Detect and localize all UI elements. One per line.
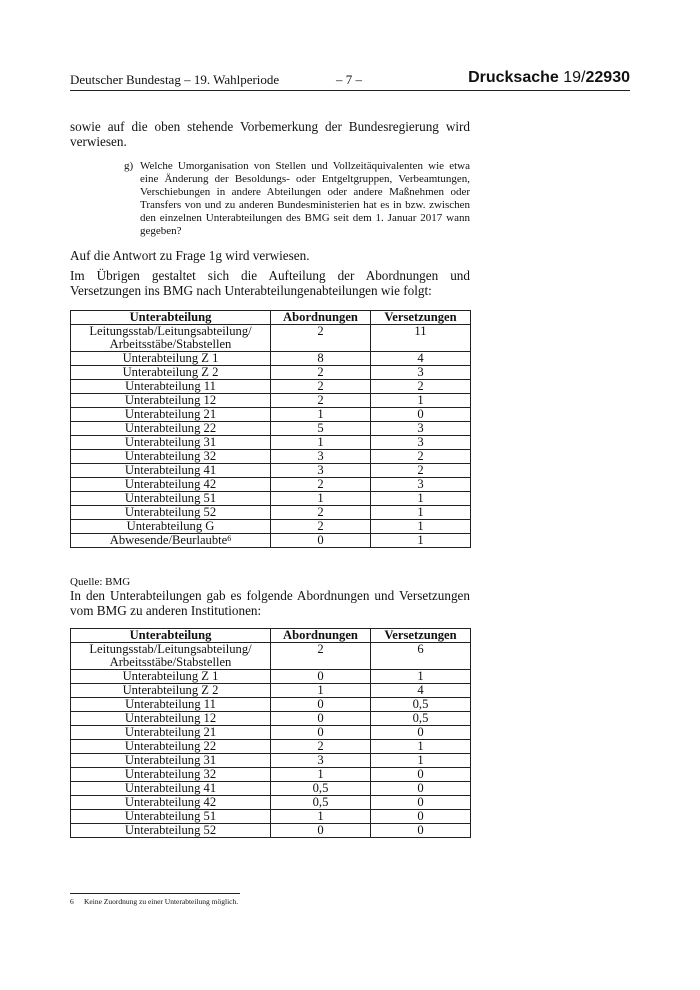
cell-abordnungen-text: 2	[317, 365, 324, 379]
cell-abordnungen	[271, 726, 371, 740]
cell-unterabteilung	[71, 450, 271, 464]
cell-unterabteilung	[71, 506, 271, 520]
cell-unterabteilung	[71, 726, 271, 740]
table-row	[71, 506, 471, 520]
table-abordnungen-ins-bmg	[70, 310, 471, 548]
cell-abordnungen	[271, 810, 371, 824]
cell-abordnungen	[271, 450, 371, 464]
table-abordnungen-vom-bmg	[70, 628, 471, 838]
intro-paragraph: sowie auf die oben stehende Vorbemerkung der Bundesregierung wird verwiesen.	[70, 119, 470, 149]
cell-abordnungen-text: 3	[317, 449, 324, 463]
cell-versetzungen	[371, 394, 471, 408]
header-versetzungen: Versetzungen	[371, 311, 471, 325]
doc-period: 19/	[563, 69, 586, 86]
table-row	[71, 366, 471, 380]
table-row	[71, 643, 471, 670]
cell-unterabteilung	[71, 422, 271, 436]
cell-unterabteilung-text: Unterabteilung 42	[124, 477, 217, 491]
cell-versetzungen	[371, 796, 471, 810]
cell-unterabteilung-text: Unterabteilung 12	[124, 393, 217, 407]
cell-unterabteilung	[71, 394, 271, 408]
table-row	[71, 754, 471, 768]
table-header-row	[71, 629, 471, 643]
cell-unterabteilung-text: Leitungsstab/Leitungsabteilung/ Arbeitsstäbe/Stabstellen	[89, 324, 252, 351]
footnote-reference: 6	[227, 534, 232, 543]
cell-abordnungen-text: 2	[317, 505, 324, 519]
answer-paragraph-2: Im Übrigen gestaltet sich die Aufteilung der Abordnungen und Versetzungen ins BMG nach Unterabteilungenabteilungen wie folgt:	[70, 268, 470, 298]
cell-versetzungen-text: 0,5	[412, 711, 429, 725]
header-versetzungen: Versetzungen	[371, 629, 471, 643]
cell-abordnungen-text: 8	[317, 351, 324, 365]
cell-unterabteilung-text: Unterabteilung 41	[124, 781, 217, 795]
table-row	[71, 520, 471, 534]
cell-versetzungen-text: 2	[417, 379, 424, 393]
cell-versetzungen	[371, 643, 471, 670]
question-label: g)	[124, 160, 134, 172]
cell-unterabteilung	[71, 670, 271, 684]
header-abordnungen: Abordnungen	[271, 311, 371, 325]
cell-versetzungen-text: 4	[417, 683, 424, 697]
cell-abordnungen	[271, 824, 371, 838]
cell-unterabteilung-text: Unterabteilung 51	[124, 491, 217, 505]
cell-versetzungen	[371, 754, 471, 768]
cell-versetzungen	[371, 810, 471, 824]
cell-unterabteilung-text: Unterabteilung 32	[124, 449, 217, 463]
cell-unterabteilung	[71, 492, 271, 506]
cell-abordnungen-text: 2	[317, 379, 324, 393]
cell-versetzungen-text: 6	[417, 642, 424, 656]
cell-unterabteilung	[71, 796, 271, 810]
cell-abordnungen	[271, 643, 371, 670]
cell-versetzungen-text: 4	[417, 351, 424, 365]
cell-versetzungen	[371, 478, 471, 492]
cell-versetzungen-text: 3	[417, 435, 424, 449]
cell-versetzungen	[371, 492, 471, 506]
cell-versetzungen	[371, 380, 471, 394]
table-row	[71, 684, 471, 698]
cell-versetzungen	[371, 712, 471, 726]
cell-abordnungen-text: 0	[317, 669, 324, 683]
cell-unterabteilung-text: Unterabteilung 31	[124, 435, 217, 449]
cell-unterabteilung-text: Unterabteilung 12	[124, 711, 217, 725]
header-unterabteilung: Unterabteilung	[71, 311, 271, 325]
table-row	[71, 492, 471, 506]
cell-abordnungen	[271, 796, 371, 810]
cell-unterabteilung-text: Unterabteilung 11	[125, 697, 216, 711]
cell-versetzungen	[371, 740, 471, 754]
cell-versetzungen	[371, 506, 471, 520]
cell-versetzungen-text: 0	[417, 767, 424, 781]
cell-abordnungen	[271, 698, 371, 712]
cell-abordnungen-text: 2	[317, 477, 324, 491]
cell-versetzungen-text: 1	[417, 505, 424, 519]
cell-abordnungen-text: 0	[317, 711, 324, 725]
cell-unterabteilung	[71, 810, 271, 824]
cell-versetzungen-text: 3	[417, 477, 424, 491]
cell-unterabteilung-text: Unterabteilung 21	[124, 725, 217, 739]
cell-abordnungen-text: 2	[317, 393, 324, 407]
cell-abordnungen	[271, 670, 371, 684]
cell-unterabteilung	[71, 684, 271, 698]
cell-unterabteilung	[71, 325, 271, 352]
cell-versetzungen	[371, 408, 471, 422]
table-row	[71, 534, 471, 548]
cell-abordnungen-text: 1	[317, 407, 324, 421]
cell-unterabteilung	[71, 408, 271, 422]
cell-unterabteilung	[71, 534, 271, 548]
cell-versetzungen	[371, 520, 471, 534]
cell-unterabteilung-text: Unterabteilung 52	[124, 823, 217, 837]
header-unterabteilung: Unterabteilung	[71, 629, 271, 643]
table-row	[71, 464, 471, 478]
cell-abordnungen-text: 1	[317, 683, 324, 697]
table-row	[71, 768, 471, 782]
header-publication: Deutscher Bundestag – 19. Wahlperiode	[70, 72, 280, 87]
table-row	[71, 394, 471, 408]
cell-versetzungen	[371, 366, 471, 380]
cell-versetzungen-text: 1	[417, 533, 424, 547]
cell-abordnungen-text: 2	[317, 642, 324, 656]
cell-unterabteilung-text: Abwesende/Beurlaubte	[109, 533, 228, 547]
table-row	[71, 436, 471, 450]
cell-abordnungen	[271, 325, 371, 352]
cell-abordnungen-text: 0	[317, 725, 324, 739]
table-row	[71, 824, 471, 838]
header-document-number	[468, 69, 630, 87]
table-row	[71, 712, 471, 726]
cell-versetzungen-text: 0,5	[412, 697, 429, 711]
table-header-row	[71, 311, 471, 325]
cell-versetzungen-text: 0	[417, 725, 424, 739]
table-row	[71, 380, 471, 394]
cell-unterabteilung-text: Unterabteilung 32	[124, 767, 217, 781]
cell-versetzungen-text: 3	[417, 365, 424, 379]
table-row	[71, 670, 471, 684]
cell-versetzungen	[371, 684, 471, 698]
cell-abordnungen	[271, 492, 371, 506]
cell-abordnungen	[271, 366, 371, 380]
cell-unterabteilung	[71, 643, 271, 670]
cell-abordnungen-text: 2	[317, 324, 324, 338]
cell-abordnungen-text: 1	[317, 767, 324, 781]
cell-abordnungen	[271, 436, 371, 450]
cell-versetzungen-text: 3	[417, 421, 424, 435]
cell-abordnungen-text: 0	[317, 697, 324, 711]
table-row	[71, 325, 471, 352]
cell-abordnungen-text: 1	[317, 809, 324, 823]
cell-unterabteilung-text: Unterabteilung Z 1	[122, 669, 219, 683]
cell-versetzungen	[371, 726, 471, 740]
cell-versetzungen-text: 2	[417, 449, 424, 463]
cell-abordnungen-text: 0	[317, 823, 324, 837]
table-row	[71, 422, 471, 436]
cell-abordnungen	[271, 394, 371, 408]
header-page-number: – 7 –	[336, 72, 362, 87]
cell-unterabteilung	[71, 740, 271, 754]
table-row	[71, 698, 471, 712]
cell-unterabteilung-text: Leitungsstab/Leitungsabteilung/ Arbeitsstäbe/Stabstellen	[89, 642, 252, 669]
cell-abordnungen	[271, 352, 371, 366]
table-row	[71, 478, 471, 492]
cell-abordnungen	[271, 712, 371, 726]
cell-abordnungen-text: 0	[317, 533, 324, 547]
cell-abordnungen	[271, 408, 371, 422]
cell-versetzungen-text: 1	[417, 519, 424, 533]
cell-unterabteilung	[71, 436, 271, 450]
cell-abordnungen-text: 0,5	[312, 781, 329, 795]
cell-versetzungen	[371, 436, 471, 450]
cell-abordnungen	[271, 478, 371, 492]
doc-prefix: Drucksache	[468, 69, 564, 86]
cell-unterabteilung	[71, 478, 271, 492]
cell-versetzungen-text: 0	[417, 809, 424, 823]
table-row	[71, 796, 471, 810]
cell-abordnungen	[271, 782, 371, 796]
header-abordnungen: Abordnungen	[271, 629, 371, 643]
question-text: Welche Umorganisation von Stellen und Vollzeitäquivalenten wie etwa eine Änderung der Besoldungs- oder Entgeltgruppen, Verbeamtungen, Verschiebungen in andere Abteilungen oder andere Maßnehmen oder Transfers von und zu anderen Bundesministerien hat es in bzw. zwischen den einzelnen Unterabteilungen des BMG seit dem 1. Januar 2017 wann gegeben?	[140, 160, 470, 237]
cell-unterabteilung-text: Unterabteilung 51	[124, 809, 217, 823]
cell-versetzungen	[371, 782, 471, 796]
footnote	[70, 897, 238, 906]
cell-versetzungen	[371, 422, 471, 436]
doc-number: 22930	[585, 69, 630, 86]
footnote-text: Keine Zuordnung zu einer Unterabteilung möglich.	[84, 897, 239, 906]
cell-unterabteilung-text: Unterabteilung Z 2	[122, 683, 219, 697]
cell-abordnungen-text: 2	[317, 739, 324, 753]
cell-unterabteilung-text: Unterabteilung 11	[125, 379, 216, 393]
answer-paragraph-3: In den Unterabteilungen gab es folgende Abordnungen und Versetzungen vom BMG zu anderen Institutionen:	[70, 588, 470, 618]
question-block	[124, 160, 470, 238]
header-rule	[70, 90, 630, 91]
cell-abordnungen	[271, 506, 371, 520]
cell-versetzungen	[371, 450, 471, 464]
cell-abordnungen-text: 5	[317, 421, 324, 435]
cell-versetzungen	[371, 768, 471, 782]
cell-unterabteilung-text: Unterabteilung Z 1	[122, 351, 219, 365]
cell-unterabteilung-text: Unterabteilung 42	[124, 795, 217, 809]
cell-unterabteilung	[71, 712, 271, 726]
cell-unterabteilung	[71, 698, 271, 712]
cell-abordnungen-text: 2	[317, 519, 324, 533]
cell-versetzungen	[371, 352, 471, 366]
table-row	[71, 352, 471, 366]
cell-unterabteilung	[71, 366, 271, 380]
cell-abordnungen	[271, 534, 371, 548]
cell-versetzungen	[371, 464, 471, 478]
cell-abordnungen	[271, 754, 371, 768]
cell-versetzungen-text: 0	[417, 823, 424, 837]
cell-unterabteilung-text: Unterabteilung Z 2	[122, 365, 219, 379]
source-note: Quelle: BMG	[70, 576, 131, 588]
cell-unterabteilung	[71, 380, 271, 394]
cell-versetzungen-text: 0	[417, 795, 424, 809]
cell-abordnungen	[271, 422, 371, 436]
cell-versetzungen-text: 1	[417, 739, 424, 753]
cell-unterabteilung-text: Unterabteilung 22	[124, 739, 217, 753]
cell-abordnungen-text: 3	[317, 753, 324, 767]
cell-abordnungen	[271, 768, 371, 782]
cell-versetzungen	[371, 670, 471, 684]
table-row	[71, 408, 471, 422]
cell-abordnungen	[271, 380, 371, 394]
cell-unterabteilung-text: Unterabteilung 31	[124, 753, 217, 767]
cell-versetzungen-text: 1	[417, 393, 424, 407]
table-row	[71, 450, 471, 464]
cell-unterabteilung-text: Unterabteilung 52	[124, 505, 217, 519]
cell-unterabteilung-text: Unterabteilung 21	[124, 407, 217, 421]
cell-unterabteilung	[71, 754, 271, 768]
cell-versetzungen-text: 2	[417, 463, 424, 477]
cell-abordnungen	[271, 520, 371, 534]
cell-unterabteilung	[71, 824, 271, 838]
table-row	[71, 810, 471, 824]
cell-unterabteilung	[71, 782, 271, 796]
cell-versetzungen-text: 0	[417, 781, 424, 795]
cell-versetzungen-text: 11	[414, 324, 427, 338]
cell-versetzungen-text: 1	[417, 491, 424, 505]
cell-abordnungen-text: 3	[317, 463, 324, 477]
cell-versetzungen	[371, 534, 471, 548]
cell-unterabteilung-text: Unterabteilung 22	[124, 421, 217, 435]
cell-unterabteilung	[71, 768, 271, 782]
footnote-rule	[70, 893, 240, 894]
cell-versetzungen-text: 1	[417, 753, 424, 767]
cell-versetzungen	[371, 824, 471, 838]
cell-unterabteilung	[71, 520, 271, 534]
cell-unterabteilung-text: Unterabteilung 41	[124, 463, 217, 477]
cell-unterabteilung-text: Unterabteilung G	[126, 519, 215, 533]
footnote-mark: 6	[70, 897, 74, 906]
answer-paragraph-1: Auf die Antwort zu Frage 1g wird verwiesen.	[70, 248, 310, 263]
cell-abordnungen	[271, 464, 371, 478]
cell-abordnungen-text: 1	[317, 491, 324, 505]
table-row	[71, 782, 471, 796]
cell-abordnungen-text: 0,5	[312, 795, 329, 809]
cell-abordnungen	[271, 684, 371, 698]
cell-versetzungen	[371, 698, 471, 712]
cell-abordnungen-text: 1	[317, 435, 324, 449]
cell-unterabteilung	[71, 464, 271, 478]
cell-versetzungen-text: 0	[417, 407, 424, 421]
table-row	[71, 726, 471, 740]
table-row	[71, 740, 471, 754]
cell-versetzungen	[371, 325, 471, 352]
cell-unterabteilung	[71, 352, 271, 366]
cell-abordnungen	[271, 740, 371, 754]
cell-versetzungen-text: 1	[417, 669, 424, 683]
